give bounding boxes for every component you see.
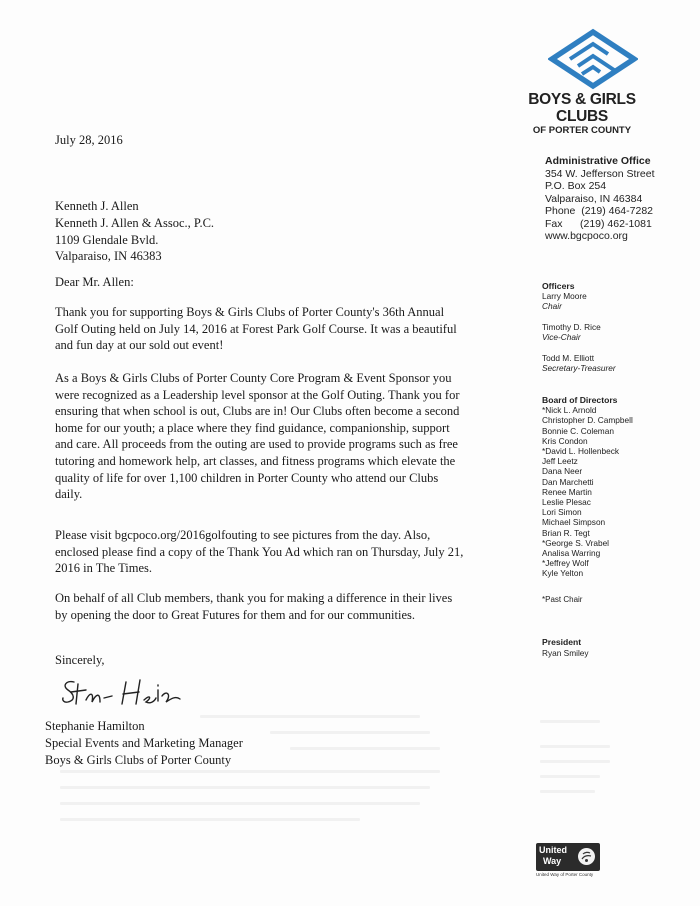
signer-block (45, 718, 243, 768)
handwritten-signature (60, 672, 210, 712)
bleed-through-mark (540, 720, 600, 723)
bleed-through-mark (270, 731, 430, 734)
board-member: *George S. Vrabel (542, 537, 610, 548)
signer-title: Special Events and Marketing Manager (45, 735, 243, 750)
recipient-address (55, 198, 214, 265)
officer-entry (542, 322, 616, 342)
bleed-through-mark (200, 715, 420, 718)
recipient-line: Valparaiso, IN 46383 (55, 249, 162, 264)
bgc-logo-icon (548, 28, 638, 90)
officers-heading: Officers (542, 281, 575, 291)
closing: Sincerely, (55, 653, 105, 667)
united-way-line2: Way (543, 856, 562, 866)
united-way-line1: United (539, 845, 567, 855)
admin-website: www.bgcpoco.org (545, 230, 628, 242)
recipient-line: 1109 Glendale Bvld. (55, 232, 159, 247)
officer-name: Larry Moore (542, 291, 587, 301)
signer-org: Boys & Girls Clubs of Porter County (45, 752, 232, 767)
body-paragraph: Thank you for supporting Boys & Girls Clubs of Porter County's 36th Annual Golf Outing held on July 14, 2016 at Forest Park Golf Course. It was a beautiful and fun day at our sold out event! (55, 305, 457, 353)
org-name-line1: BOYS & GIRLS CLUBS (528, 91, 636, 125)
board-member: Bonnie C. Coleman (542, 425, 614, 436)
united-way-hand-icon (578, 848, 595, 865)
officers-block (542, 281, 616, 384)
board-member: Kris Condon (542, 435, 588, 446)
recipient-line: Kenneth J. Allen & Assoc., P.C. (55, 215, 215, 230)
body-paragraph: As a Boys & Girls Clubs of Porter County Core Program & Event Sponsor you were recognized as a Leadership level sponsor at the Golf Outing. Thank you for ensuring that when school is out, Clubs are in! Our Clubs often become a second home for our youth; a place where they find guidance, companionship, support and care. All proceeds from the outing are used to provide programs such as free tutoring and homework help, art classes, and fitness programs which elevate the quality of life for over 1,100 children in Porter County who attend our Clubs daily. (55, 371, 460, 502)
admin-office-block (545, 155, 655, 243)
officer-role: Chair (542, 301, 562, 311)
org-name-line2: OF PORTER COUNTY (532, 125, 632, 136)
board-member: Jeff Leetz (542, 456, 578, 467)
united-way-caption: United Way of Porter County (536, 872, 594, 877)
board-member: Lori Simon (542, 507, 582, 518)
admin-fax: Fax (219) 462-1081 (545, 217, 652, 230)
united-way-wordmark (539, 845, 567, 867)
board-member: *Jeffrey Wolf (542, 558, 589, 569)
officer-role: Secretary-Treasurer (542, 363, 616, 373)
board-member: Christopher D. Campbell (542, 415, 633, 426)
board-member: Brian R. Tegt (542, 527, 590, 538)
bleed-through-mark (60, 818, 360, 821)
admin-office-heading: Administrative Office (545, 155, 651, 167)
officer-name: Timothy D. Rice (542, 322, 601, 332)
board-member: *Nick L. Arnold (542, 405, 597, 416)
bleed-through-mark (60, 802, 420, 805)
bleed-through-mark (540, 775, 600, 778)
board-member: Dana Neer (542, 466, 583, 477)
president-heading: President (542, 637, 582, 647)
board-of-directors-block (542, 395, 633, 579)
signer-name: Stephanie Hamilton (45, 719, 145, 733)
board-heading: Board of Directors (542, 395, 618, 405)
body-paragraph: On behalf of all Club members, thank you for making a difference in their lives by opening the door to Great Futures for them and for our communities. (55, 591, 453, 622)
officer-role: Vice-Chair (542, 332, 581, 342)
officer-entry (542, 353, 616, 373)
body-paragraph: Please visit bgcpoco.org/2016golfouting to see pictures from the day. Also, enclosed please find a copy of the Thank You Ad which ran on Thursday, July 21, 2016 in The Times. (55, 528, 464, 576)
board-member: Analisa Warring (542, 548, 601, 559)
president-name: Ryan Smiley (542, 647, 589, 658)
bleed-through-mark (290, 747, 440, 750)
letter-date: July 28, 2016 (55, 133, 123, 147)
organization-name (512, 91, 652, 136)
board-member: Dan Marchetti (542, 476, 594, 487)
united-way-badge (536, 843, 600, 879)
recipient-line: Kenneth J. Allen (55, 199, 139, 213)
board-member: *David L. Hollenbeck (542, 446, 620, 457)
admin-po-box: P.O. Box 254 (545, 180, 607, 192)
bleed-through-mark (540, 760, 610, 763)
admin-phone: Phone (219) 464-7282 (545, 205, 653, 217)
board-member: Kyle Yelton (542, 568, 584, 579)
board-member: Michael Simpson (542, 517, 606, 528)
admin-city: Valparaiso, IN 46384 (545, 192, 643, 205)
past-chair-footnote: *Past Chair (542, 595, 583, 604)
bleed-through-mark (60, 770, 440, 773)
salutation: Dear Mr. Allen: (55, 275, 134, 289)
president-block (542, 637, 589, 658)
board-member: Leslie Plesac (542, 497, 591, 508)
officer-entry (542, 291, 616, 311)
officer-name: Todd M. Elliott (542, 353, 595, 363)
bleed-through-mark (540, 790, 595, 793)
bleed-through-mark (60, 786, 430, 789)
board-member: Renee Martin (542, 486, 592, 497)
bleed-through-mark (540, 745, 610, 748)
admin-street: 354 W. Jefferson Street (545, 167, 655, 180)
